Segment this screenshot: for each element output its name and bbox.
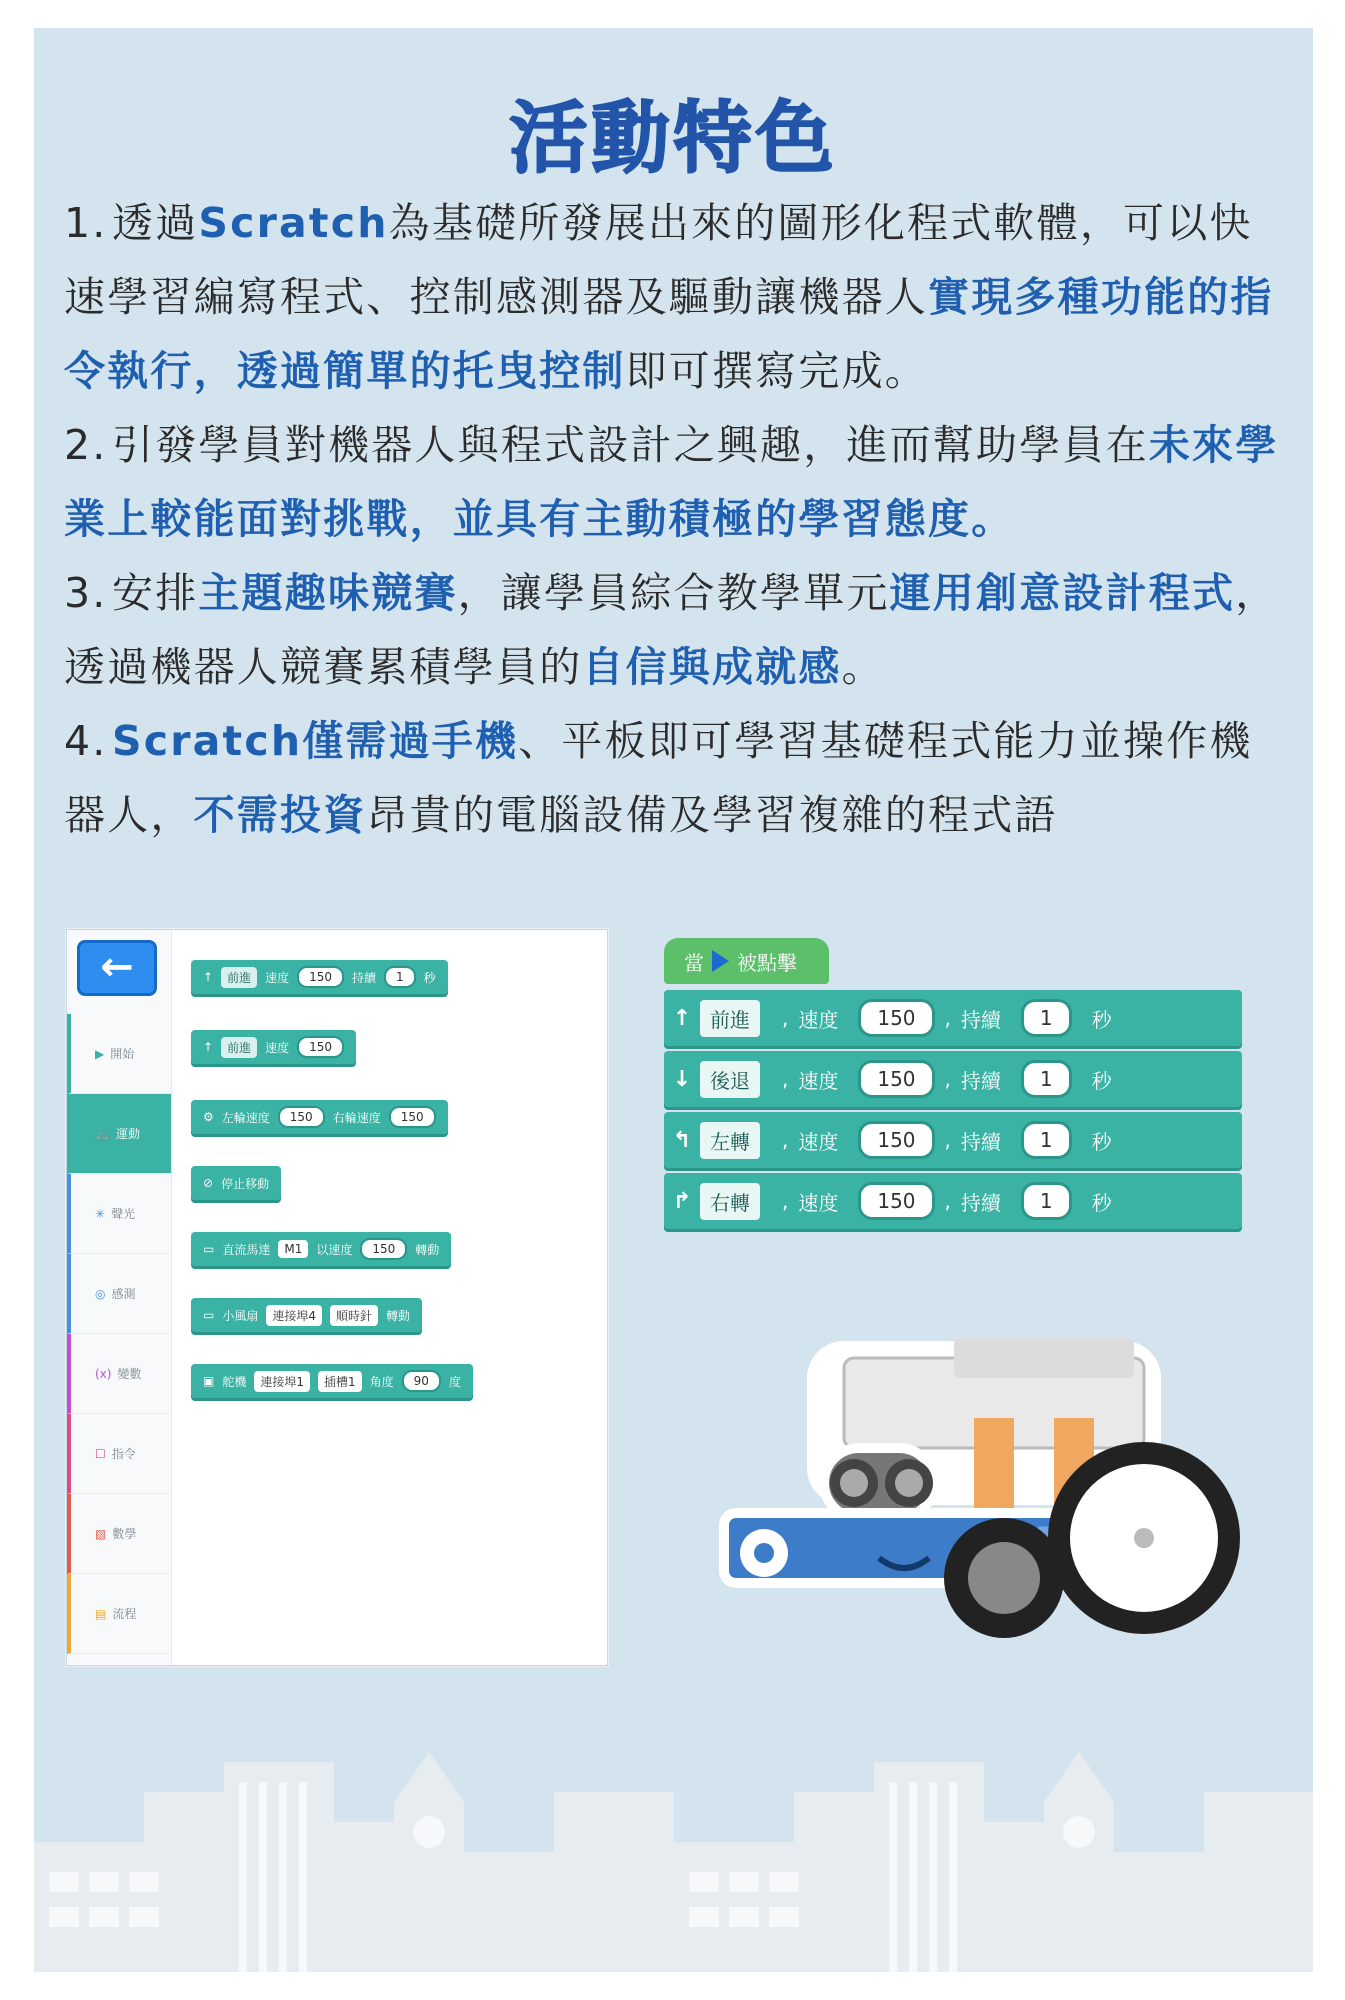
- sensor-icon: ◎: [95, 1286, 106, 1301]
- servo-icon: ▣: [203, 1374, 215, 1388]
- dc-motor-block[interactable]: [191, 1232, 451, 1266]
- turn-right-icon: ↱: [672, 1188, 692, 1214]
- duration-input[interactable]: 1: [1021, 1121, 1072, 1159]
- motor-label: 直流馬達: [222, 1242, 271, 1257]
- text-seg: 安排: [112, 569, 199, 617]
- category-label: 流程: [112, 1607, 137, 1621]
- text-seg: 、平板即可學習基礎程式能力並操作機器人，: [64, 717, 1253, 839]
- block-palette: [171, 930, 607, 1665]
- wheel-speed-block[interactable]: [191, 1100, 448, 1134]
- unit-label: 秒: [423, 970, 436, 985]
- category-flow[interactable]: [67, 1574, 171, 1654]
- category-sensor[interactable]: [67, 1254, 171, 1334]
- speed-input[interactable]: 150: [858, 1182, 934, 1220]
- category-label: 運動: [115, 1127, 140, 1141]
- servo-label: 舵機: [222, 1374, 247, 1389]
- text-seg: 為基礎所發展出來的圖形化程式軟體，可以快速學習編寫程式、控制感測器及驅動讓機器人: [64, 199, 1253, 321]
- direction-dropdown[interactable]: 前進: [221, 1037, 257, 1058]
- category-label: 聲光: [111, 1207, 136, 1221]
- speed-input[interactable]: 150: [360, 1238, 407, 1260]
- motor-dropdown[interactable]: M1: [278, 1240, 308, 1258]
- category-label: 感測: [111, 1287, 136, 1301]
- block-editor-screenshot: [66, 929, 608, 1666]
- action-dropdown[interactable]: 左轉: [700, 1122, 760, 1159]
- feature-number: 3.: [64, 569, 108, 617]
- fan-label: 小風扇: [222, 1308, 259, 1323]
- category-command[interactable]: [67, 1414, 171, 1494]
- text-seg: 引發學員對機器人與程式設計之興趣，進而幫助學員在: [112, 421, 1149, 469]
- category-label: 指令: [111, 1447, 136, 1461]
- category-sound-light[interactable]: [67, 1174, 171, 1254]
- angle-label: 角度: [369, 1374, 394, 1389]
- highlight-seg: 實現多種功能的指令執行，透過簡單的托曳控制: [64, 273, 1274, 395]
- category-sidebar: [67, 930, 172, 1665]
- play-circle-icon: ▶: [95, 1046, 105, 1061]
- bike-icon: 🚲: [95, 1126, 110, 1141]
- stop-icon: ⊘: [203, 1176, 214, 1190]
- rotate-label: 轉動: [386, 1308, 411, 1323]
- speed-label: 速度: [798, 1007, 839, 1032]
- motor-icon: ▭: [203, 1242, 215, 1256]
- feature-item-3: [64, 556, 1294, 704]
- feature-number: 2.: [64, 421, 108, 469]
- feature-text: [64, 421, 1278, 543]
- script-row-turn-left[interactable]: ↰ 左轉 , 速度 150 , 持續 1 秒: [664, 1112, 1242, 1168]
- category-label: 變數: [117, 1367, 142, 1381]
- page-title: 活動特色: [509, 94, 838, 184]
- category-math[interactable]: [67, 1494, 171, 1574]
- speed-input[interactable]: 150: [858, 1121, 934, 1159]
- text-seg: ，讓學員綜合教學單元: [457, 569, 890, 617]
- category-variable[interactable]: [67, 1334, 171, 1414]
- script-row-backward[interactable]: ↓ 後退 , 速度 150 , 持續 1 秒: [664, 1051, 1242, 1107]
- left-wheel-label: 左輪速度: [221, 1110, 270, 1125]
- servo-block[interactable]: [191, 1364, 473, 1398]
- arrow-up-icon: ↑: [203, 1040, 214, 1054]
- highlight-seg: 自信與成就感: [582, 643, 842, 691]
- arrow-up-icon: ↑: [672, 1005, 692, 1031]
- duration-input[interactable]: 1: [1021, 1060, 1072, 1098]
- when-flag-clicked-block[interactable]: [664, 938, 829, 984]
- feature-number: 4.: [64, 717, 108, 765]
- duration-label: 持續: [960, 1007, 1001, 1032]
- highlight-seg: 主題趣味競賽: [198, 569, 458, 617]
- speed-label: 速度: [265, 1040, 290, 1055]
- text-seg: ，透過機器人競賽累積學員的: [64, 569, 1279, 691]
- category-label: 開始: [110, 1047, 135, 1061]
- feature-item-1: [64, 186, 1294, 408]
- port-dropdown[interactable]: 連接埠1: [254, 1371, 310, 1392]
- highlight-seg: 不需投資: [193, 791, 367, 839]
- duration-label: 持續: [960, 1190, 1001, 1215]
- text-seg: 。: [841, 643, 885, 691]
- variable-icon: (x): [95, 1366, 112, 1381]
- arrow-up-icon: ↑: [203, 970, 214, 984]
- duration-label: 持續: [960, 1068, 1001, 1093]
- duration-input[interactable]: 1: [1021, 1182, 1072, 1220]
- right-wheel-label: 右輪速度: [332, 1110, 381, 1125]
- unit-label: 度: [448, 1374, 461, 1389]
- unit-label: 秒: [1091, 1007, 1112, 1032]
- duration-input[interactable]: 1: [1021, 999, 1072, 1037]
- move-forward-timed-block[interactable]: [191, 960, 448, 994]
- feature-number: 1.: [64, 199, 108, 247]
- feature-item-4: [64, 704, 1294, 852]
- speed-input[interactable]: 150: [858, 999, 934, 1037]
- feature-text: [64, 199, 1274, 395]
- fan-icon: ▭: [203, 1308, 215, 1322]
- hat-suffix: 被點擊: [737, 950, 797, 975]
- duration-label: 持續: [352, 970, 377, 985]
- action-dropdown[interactable]: 右轉: [700, 1183, 760, 1220]
- text-seg: 即可撰寫完成。: [625, 347, 929, 395]
- speed-label: 速度: [798, 1190, 839, 1215]
- right-speed-input[interactable]: 150: [389, 1106, 436, 1128]
- poster-panel: [34, 28, 1313, 1972]
- feature-text: [64, 717, 1253, 839]
- feature-text: [64, 569, 1278, 691]
- category-start[interactable]: [67, 1014, 171, 1094]
- speed-input[interactable]: 150: [858, 1060, 934, 1098]
- port-dropdown[interactable]: 連接埠4: [266, 1305, 322, 1326]
- wheels-icon: ⚙: [203, 1110, 214, 1124]
- rotate-label: 轉動: [415, 1242, 440, 1257]
- action-dropdown[interactable]: 前進: [700, 1000, 760, 1037]
- highlight-seg: 未來學業上較能面對挑戰，並具有主動積極的學習態度。: [64, 421, 1279, 543]
- math-icon: ▧: [95, 1526, 107, 1541]
- direction-dropdown[interactable]: 前進: [221, 967, 257, 988]
- speed-input[interactable]: 150: [297, 966, 344, 988]
- turn-left-icon: ↰: [672, 1127, 692, 1153]
- unit-label: 秒: [1091, 1129, 1112, 1154]
- feature-list: [64, 186, 1294, 852]
- duration-label: 持續: [960, 1129, 1001, 1154]
- unit-label: 秒: [1091, 1068, 1112, 1093]
- arrow-down-icon: ↓: [672, 1066, 692, 1092]
- speed-label: 速度: [265, 970, 290, 985]
- category-label: 數學: [112, 1527, 137, 1541]
- light-icon: ✳: [95, 1206, 106, 1221]
- city-skyline-decoration: [34, 1732, 1313, 1972]
- speed-label: 速度: [798, 1068, 839, 1093]
- play-flag-icon: [712, 950, 729, 972]
- speed-label: 速度: [798, 1129, 839, 1154]
- back-arrow-button[interactable]: ←: [77, 940, 157, 996]
- duration-input[interactable]: 1: [384, 966, 416, 988]
- action-dropdown[interactable]: 後退: [700, 1061, 760, 1098]
- mbot-robot-image: [704, 1308, 1264, 1658]
- direction-dropdown[interactable]: 順時針: [330, 1305, 378, 1326]
- highlight-seg: Scratch: [198, 199, 389, 247]
- unit-label: 秒: [1091, 1190, 1112, 1215]
- text-seg: 昂貴的電腦設備及學習複雜的程式語: [366, 791, 1058, 839]
- feature-item-2: [64, 408, 1294, 556]
- speed-input[interactable]: 150: [297, 1036, 344, 1058]
- hat-prefix: 當: [684, 950, 704, 975]
- stop-label: 停止移動: [221, 1176, 270, 1191]
- script-row-forward[interactable]: ↑ 前進 , 速度 150 , 持續 1 秒: [664, 990, 1242, 1046]
- move-forward-block[interactable]: [191, 1030, 356, 1064]
- speed-label: 以速度: [316, 1242, 353, 1257]
- script-row-turn-right[interactable]: ↱ 右轉 , 速度 150 , 持續 1 秒: [664, 1173, 1242, 1229]
- text-seg: 透過: [112, 199, 199, 247]
- highlight-seg: 運用創意設計程式: [889, 569, 1236, 617]
- left-speed-input[interactable]: 150: [278, 1106, 325, 1128]
- command-icon: ☐: [95, 1446, 106, 1461]
- stop-block[interactable]: [191, 1166, 281, 1200]
- highlight-seg: Scratch僅需過手機: [112, 717, 519, 765]
- angle-input[interactable]: 90: [402, 1370, 441, 1392]
- flow-icon: ▤: [95, 1606, 107, 1621]
- slot-dropdown[interactable]: 插槽1: [318, 1371, 362, 1392]
- category-motion[interactable]: [67, 1094, 171, 1174]
- fan-block[interactable]: [191, 1298, 422, 1332]
